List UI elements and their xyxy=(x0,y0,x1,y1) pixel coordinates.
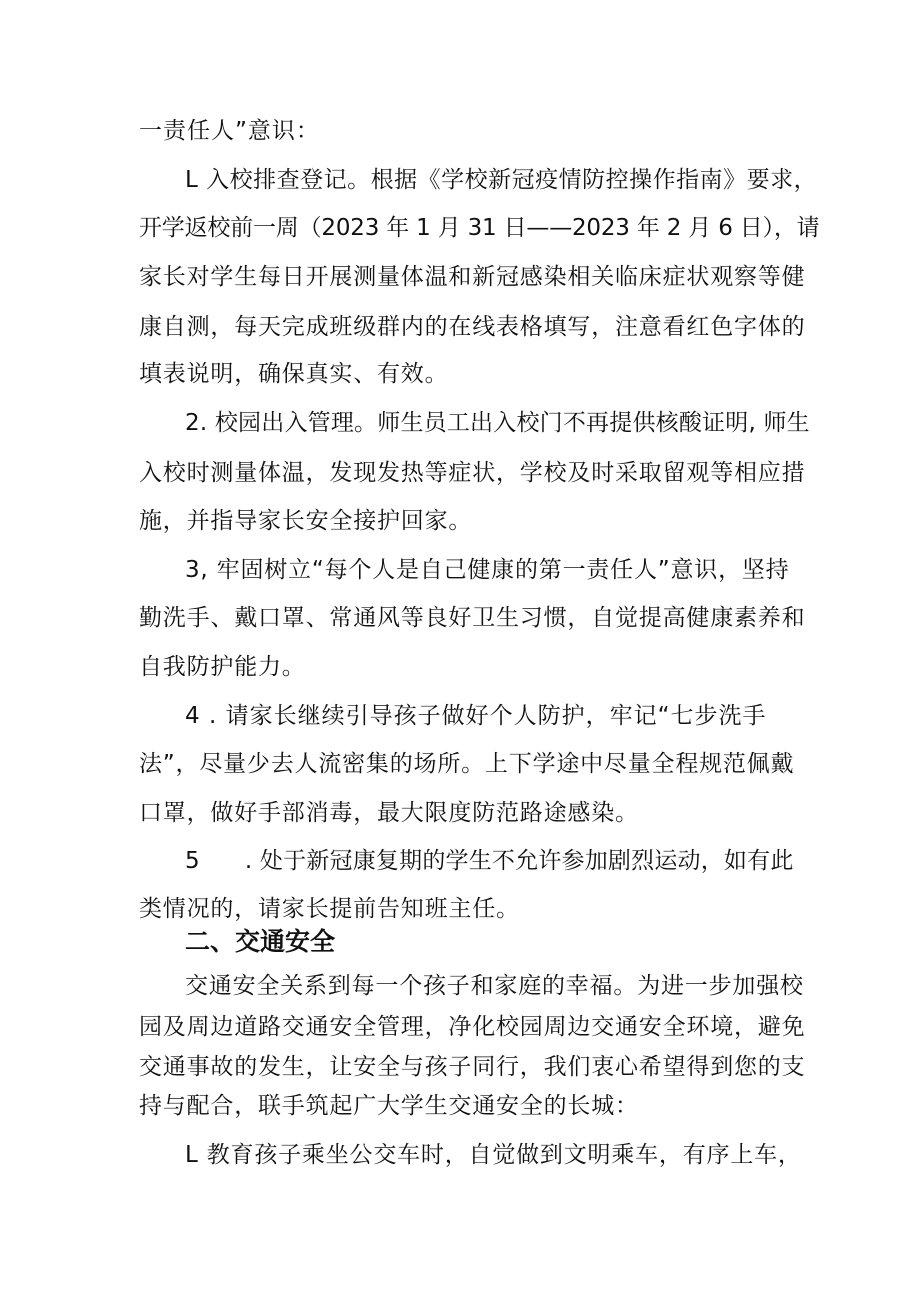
text-line: 自我防护能力。 xyxy=(139,654,306,680)
text-line: 一责任人”意识： xyxy=(139,118,320,144)
text-line: 5 . 处于新冠康复期的学生不允许参加剧烈运动，如有此 xyxy=(185,848,794,874)
text-line: 2. 校园出入管理。师生员工出入校门不再提供核酸证明, 师生 xyxy=(185,410,810,436)
text-line: 口罩，做好手部消毒，最大限度防范路途感染。 xyxy=(139,800,639,826)
text-line: 法”，尽量少去人流密集的场所。上下学途中尽量全程规范佩戴 xyxy=(139,751,795,777)
text-line: 持与配合，联手筑起广大学生交通安全的长城： xyxy=(139,1093,639,1119)
text-line: 园及周边道路交通安全管理，净化校园周边交通安全环境，避免 xyxy=(139,1014,806,1040)
text-line: 3, 牢固树立“每个人是自己健康的第一责任人”意识，坚持 xyxy=(185,557,790,583)
text-line: 4 . 请家长继续引导孩子做好个人防护，牢记“七步洗手 xyxy=(185,703,767,729)
text-line: 家长对学生每日开展测量体温和新冠感染相关临床症状观察等健 xyxy=(139,264,806,290)
text-line: 施，并指导家长安全接护回家。 xyxy=(139,508,473,534)
text-line: 开学返校前一周（2023 年 1 月 31 日——2023 年 2 月 6 日），请 xyxy=(139,215,820,241)
text-line: 类情况的，请家长提前告知班主任。 xyxy=(139,896,520,922)
text-line: L 入校排查登记。根据《学校新冠疫情防控操作指南》要求， xyxy=(185,167,818,193)
text-line: 勤洗手、戴口罩、常通风等良好卫生习惯，自觉提高健康素养和 xyxy=(139,605,806,631)
text-line: L 教育孩子乘坐公交车时，自觉做到文明乘车，有序上车， xyxy=(185,1142,802,1168)
text-line: 填表说明，确保真实、有效。 xyxy=(139,361,449,387)
text-line: 康自测，每天完成班级群内的在线表格填写，注意看红色字体的 xyxy=(139,314,806,340)
section-heading: 二、交通安全 xyxy=(185,927,336,956)
text-line: 入校时测量体温，发现发热等症状，学校及时采取留观等相应措 xyxy=(139,460,806,486)
text-line: 交通安全关系到每一个孩子和家庭的幸福。为进一步加强校 xyxy=(185,973,804,999)
text-line: 交通事故的发生，让安全与孩子同行，我们衷心希望得到您的支 xyxy=(139,1054,806,1080)
